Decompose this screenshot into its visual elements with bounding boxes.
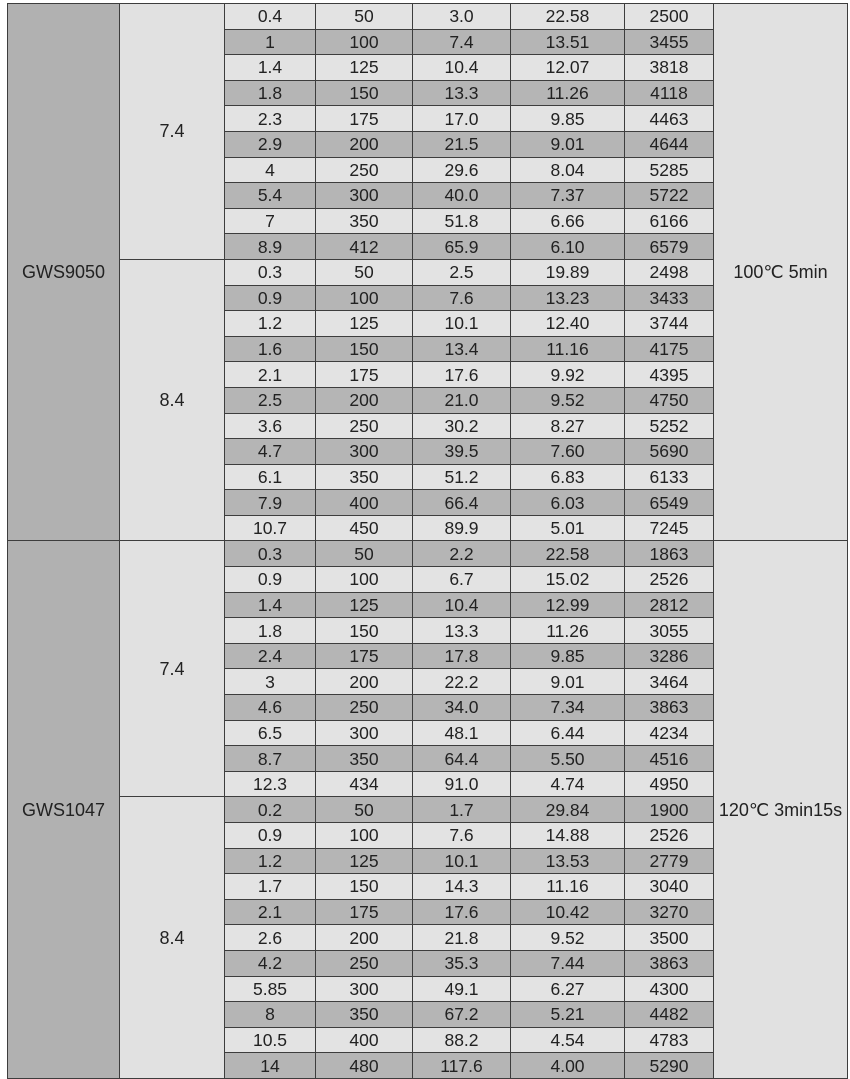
value-cell: 2498 xyxy=(625,259,714,285)
value-cell: 12.40 xyxy=(511,311,625,337)
value-cell: 49.1 xyxy=(413,976,511,1002)
value-cell: 6.7 xyxy=(413,567,511,593)
value-cell: 2526 xyxy=(625,823,714,849)
value-cell: 6.66 xyxy=(511,208,625,234)
value-cell: 2526 xyxy=(625,567,714,593)
value-cell: 175 xyxy=(316,899,413,925)
value-cell: 175 xyxy=(316,643,413,669)
value-cell: 4.2 xyxy=(225,950,316,976)
table-row xyxy=(8,541,848,567)
value-cell: 10.7 xyxy=(225,515,316,541)
value-cell: 9.01 xyxy=(511,669,625,695)
value-cell: 0.9 xyxy=(225,285,316,311)
value-cell: 150 xyxy=(316,80,413,106)
value-cell: 8.27 xyxy=(511,413,625,439)
value-cell: 7.6 xyxy=(413,823,511,849)
value-cell: 0.9 xyxy=(225,567,316,593)
value-cell: 4175 xyxy=(625,336,714,362)
value-cell: 6.27 xyxy=(511,976,625,1002)
value-cell: 1900 xyxy=(625,797,714,823)
value-cell: 100 xyxy=(316,567,413,593)
value-cell: 200 xyxy=(316,387,413,413)
voltage-cell: 8.4 xyxy=(120,259,225,541)
value-cell: 21.5 xyxy=(413,131,511,157)
value-cell: 125 xyxy=(316,55,413,81)
value-cell: 7.44 xyxy=(511,950,625,976)
value-cell: 250 xyxy=(316,695,413,721)
value-cell: 6.5 xyxy=(225,720,316,746)
value-cell: 3270 xyxy=(625,899,714,925)
value-cell: 10.4 xyxy=(413,55,511,81)
value-cell: 434 xyxy=(316,771,413,797)
value-cell: 0.3 xyxy=(225,541,316,567)
value-cell: 8.7 xyxy=(225,746,316,772)
voltage-cell: 7.4 xyxy=(120,541,225,797)
value-cell: 100 xyxy=(316,823,413,849)
value-cell: 65.9 xyxy=(413,234,511,260)
value-cell: 450 xyxy=(316,515,413,541)
value-cell: 11.26 xyxy=(511,80,625,106)
value-cell: 64.4 xyxy=(413,746,511,772)
value-cell: 2779 xyxy=(625,848,714,874)
value-cell: 13.3 xyxy=(413,618,511,644)
condition-cell: 100℃ 5min xyxy=(714,4,848,541)
value-cell: 4395 xyxy=(625,362,714,388)
value-cell: 250 xyxy=(316,157,413,183)
value-cell: 6.1 xyxy=(225,464,316,490)
value-cell: 11.16 xyxy=(511,336,625,362)
value-cell: 6.44 xyxy=(511,720,625,746)
value-cell: 88.2 xyxy=(413,1027,511,1053)
value-cell: 17.6 xyxy=(413,899,511,925)
value-cell: 200 xyxy=(316,131,413,157)
value-cell: 7.4 xyxy=(413,29,511,55)
value-cell: 2.6 xyxy=(225,925,316,951)
value-cell: 150 xyxy=(316,336,413,362)
value-cell: 1.4 xyxy=(225,55,316,81)
table-body xyxy=(8,4,848,1079)
value-cell: 6.83 xyxy=(511,464,625,490)
value-cell: 0.2 xyxy=(225,797,316,823)
value-cell: 2.4 xyxy=(225,643,316,669)
value-cell: 3500 xyxy=(625,925,714,951)
value-cell: 3863 xyxy=(625,950,714,976)
value-cell: 117.6 xyxy=(413,1053,511,1079)
value-cell: 1.2 xyxy=(225,311,316,337)
condition-cell: 120℃ 3min15s xyxy=(714,541,848,1078)
value-cell: 50 xyxy=(316,259,413,285)
value-cell: 9.85 xyxy=(511,643,625,669)
value-cell: 10.5 xyxy=(225,1027,316,1053)
value-cell: 3744 xyxy=(625,311,714,337)
value-cell: 150 xyxy=(316,874,413,900)
value-cell: 4.54 xyxy=(511,1027,625,1053)
value-cell: 1863 xyxy=(625,541,714,567)
value-cell: 13.53 xyxy=(511,848,625,874)
value-cell: 50 xyxy=(316,797,413,823)
value-cell: 34.0 xyxy=(413,695,511,721)
value-cell: 2.5 xyxy=(413,259,511,285)
value-cell: 3.0 xyxy=(413,4,511,30)
value-cell: 9.92 xyxy=(511,362,625,388)
value-cell: 4118 xyxy=(625,80,714,106)
value-cell: 175 xyxy=(316,362,413,388)
value-cell: 400 xyxy=(316,490,413,516)
value-cell: 10.4 xyxy=(413,592,511,618)
value-cell: 2500 xyxy=(625,4,714,30)
value-cell: 39.5 xyxy=(413,439,511,465)
value-cell: 4.00 xyxy=(511,1053,625,1079)
value-cell: 3464 xyxy=(625,669,714,695)
value-cell: 50 xyxy=(316,4,413,30)
value-cell: 400 xyxy=(316,1027,413,1053)
value-cell: 412 xyxy=(316,234,413,260)
value-cell: 22.58 xyxy=(511,4,625,30)
value-cell: 8.9 xyxy=(225,234,316,260)
value-cell: 0.3 xyxy=(225,259,316,285)
value-cell: 9.01 xyxy=(511,131,625,157)
value-cell: 5722 xyxy=(625,183,714,209)
value-cell: 3433 xyxy=(625,285,714,311)
value-cell: 2.5 xyxy=(225,387,316,413)
value-cell: 4750 xyxy=(625,387,714,413)
value-cell: 7.34 xyxy=(511,695,625,721)
value-cell: 5.21 xyxy=(511,1002,625,1028)
value-cell: 21.0 xyxy=(413,387,511,413)
value-cell: 4.6 xyxy=(225,695,316,721)
value-cell: 89.9 xyxy=(413,515,511,541)
value-cell: 4516 xyxy=(625,746,714,772)
value-cell: 4644 xyxy=(625,131,714,157)
value-cell: 3040 xyxy=(625,874,714,900)
value-cell: 6.10 xyxy=(511,234,625,260)
value-cell: 3818 xyxy=(625,55,714,81)
table-row xyxy=(8,4,848,30)
value-cell: 29.84 xyxy=(511,797,625,823)
value-cell: 10.42 xyxy=(511,899,625,925)
value-cell: 8 xyxy=(225,1002,316,1028)
value-cell: 7.6 xyxy=(413,285,511,311)
value-cell: 13.23 xyxy=(511,285,625,311)
voltage-cell: 8.4 xyxy=(120,797,225,1079)
value-cell: 51.2 xyxy=(413,464,511,490)
value-cell: 17.6 xyxy=(413,362,511,388)
value-cell: 3.6 xyxy=(225,413,316,439)
value-cell: 125 xyxy=(316,592,413,618)
value-cell: 100 xyxy=(316,285,413,311)
value-cell: 5.4 xyxy=(225,183,316,209)
value-cell: 6166 xyxy=(625,208,714,234)
value-cell: 7.60 xyxy=(511,439,625,465)
value-cell: 4 xyxy=(225,157,316,183)
value-cell: 300 xyxy=(316,720,413,746)
value-cell: 10.1 xyxy=(413,311,511,337)
value-cell: 4950 xyxy=(625,771,714,797)
value-cell: 200 xyxy=(316,925,413,951)
value-cell: 2.9 xyxy=(225,131,316,157)
value-cell: 67.2 xyxy=(413,1002,511,1028)
value-cell: 2.1 xyxy=(225,362,316,388)
value-cell: 175 xyxy=(316,106,413,132)
value-cell: 35.3 xyxy=(413,950,511,976)
value-cell: 5690 xyxy=(625,439,714,465)
value-cell: 48.1 xyxy=(413,720,511,746)
value-cell: 2.3 xyxy=(225,106,316,132)
value-cell: 4234 xyxy=(625,720,714,746)
value-cell: 3863 xyxy=(625,695,714,721)
value-cell: 50 xyxy=(316,541,413,567)
value-cell: 13.4 xyxy=(413,336,511,362)
value-cell: 300 xyxy=(316,183,413,209)
value-cell: 300 xyxy=(316,976,413,1002)
value-cell: 100 xyxy=(316,29,413,55)
value-cell: 5.50 xyxy=(511,746,625,772)
value-cell: 350 xyxy=(316,746,413,772)
value-cell: 1 xyxy=(225,29,316,55)
value-cell: 1.7 xyxy=(225,874,316,900)
value-cell: 19.89 xyxy=(511,259,625,285)
value-cell: 350 xyxy=(316,208,413,234)
value-cell: 0.9 xyxy=(225,823,316,849)
value-cell: 14.88 xyxy=(511,823,625,849)
value-cell: 4300 xyxy=(625,976,714,1002)
value-cell: 12.99 xyxy=(511,592,625,618)
value-cell: 4.7 xyxy=(225,439,316,465)
value-cell: 8.04 xyxy=(511,157,625,183)
value-cell: 17.0 xyxy=(413,106,511,132)
value-cell: 480 xyxy=(316,1053,413,1079)
value-cell: 125 xyxy=(316,848,413,874)
value-cell: 17.8 xyxy=(413,643,511,669)
value-cell: 14 xyxy=(225,1053,316,1079)
value-cell: 1.8 xyxy=(225,80,316,106)
value-cell: 1.4 xyxy=(225,592,316,618)
value-cell: 15.02 xyxy=(511,567,625,593)
value-cell: 6133 xyxy=(625,464,714,490)
value-cell: 5285 xyxy=(625,157,714,183)
value-cell: 4783 xyxy=(625,1027,714,1053)
value-cell: 150 xyxy=(316,618,413,644)
value-cell: 250 xyxy=(316,413,413,439)
value-cell: 30.2 xyxy=(413,413,511,439)
value-cell: 4463 xyxy=(625,106,714,132)
value-cell: 1.8 xyxy=(225,618,316,644)
value-cell: 3286 xyxy=(625,643,714,669)
value-cell: 12.3 xyxy=(225,771,316,797)
value-cell: 7245 xyxy=(625,515,714,541)
value-cell: 11.16 xyxy=(511,874,625,900)
value-cell: 1.6 xyxy=(225,336,316,362)
value-cell: 2.2 xyxy=(413,541,511,567)
value-cell: 125 xyxy=(316,311,413,337)
value-cell: 6549 xyxy=(625,490,714,516)
value-cell: 4482 xyxy=(625,1002,714,1028)
model-cell: GWS1047 xyxy=(8,541,120,1078)
value-cell: 11.26 xyxy=(511,618,625,644)
value-cell: 21.8 xyxy=(413,925,511,951)
value-cell: 350 xyxy=(316,464,413,490)
value-cell: 51.8 xyxy=(413,208,511,234)
value-cell: 12.07 xyxy=(511,55,625,81)
value-cell: 7.37 xyxy=(511,183,625,209)
value-cell: 6.03 xyxy=(511,490,625,516)
value-cell: 9.52 xyxy=(511,925,625,951)
value-cell: 5.01 xyxy=(511,515,625,541)
value-cell: 9.52 xyxy=(511,387,625,413)
model-cell: GWS9050 xyxy=(8,4,120,541)
value-cell: 3455 xyxy=(625,29,714,55)
value-cell: 3 xyxy=(225,669,316,695)
value-cell: 13.3 xyxy=(413,80,511,106)
value-cell: 40.0 xyxy=(413,183,511,209)
value-cell: 7.9 xyxy=(225,490,316,516)
value-cell: 350 xyxy=(316,1002,413,1028)
value-cell: 22.2 xyxy=(413,669,511,695)
value-cell: 9.85 xyxy=(511,106,625,132)
value-cell: 6579 xyxy=(625,234,714,260)
value-cell: 14.3 xyxy=(413,874,511,900)
value-cell: 3055 xyxy=(625,618,714,644)
value-cell: 4.74 xyxy=(511,771,625,797)
performance-table xyxy=(7,3,848,1079)
value-cell: 7 xyxy=(225,208,316,234)
value-cell: 2812 xyxy=(625,592,714,618)
value-cell: 250 xyxy=(316,950,413,976)
value-cell: 1.7 xyxy=(413,797,511,823)
value-cell: 300 xyxy=(316,439,413,465)
value-cell: 5252 xyxy=(625,413,714,439)
value-cell: 2.1 xyxy=(225,899,316,925)
value-cell: 91.0 xyxy=(413,771,511,797)
value-cell: 13.51 xyxy=(511,29,625,55)
value-cell: 0.4 xyxy=(225,4,316,30)
value-cell: 1.2 xyxy=(225,848,316,874)
value-cell: 22.58 xyxy=(511,541,625,567)
value-cell: 29.6 xyxy=(413,157,511,183)
value-cell: 10.1 xyxy=(413,848,511,874)
voltage-cell: 7.4 xyxy=(120,4,225,260)
value-cell: 5.85 xyxy=(225,976,316,1002)
value-cell: 66.4 xyxy=(413,490,511,516)
value-cell: 5290 xyxy=(625,1053,714,1079)
value-cell: 200 xyxy=(316,669,413,695)
